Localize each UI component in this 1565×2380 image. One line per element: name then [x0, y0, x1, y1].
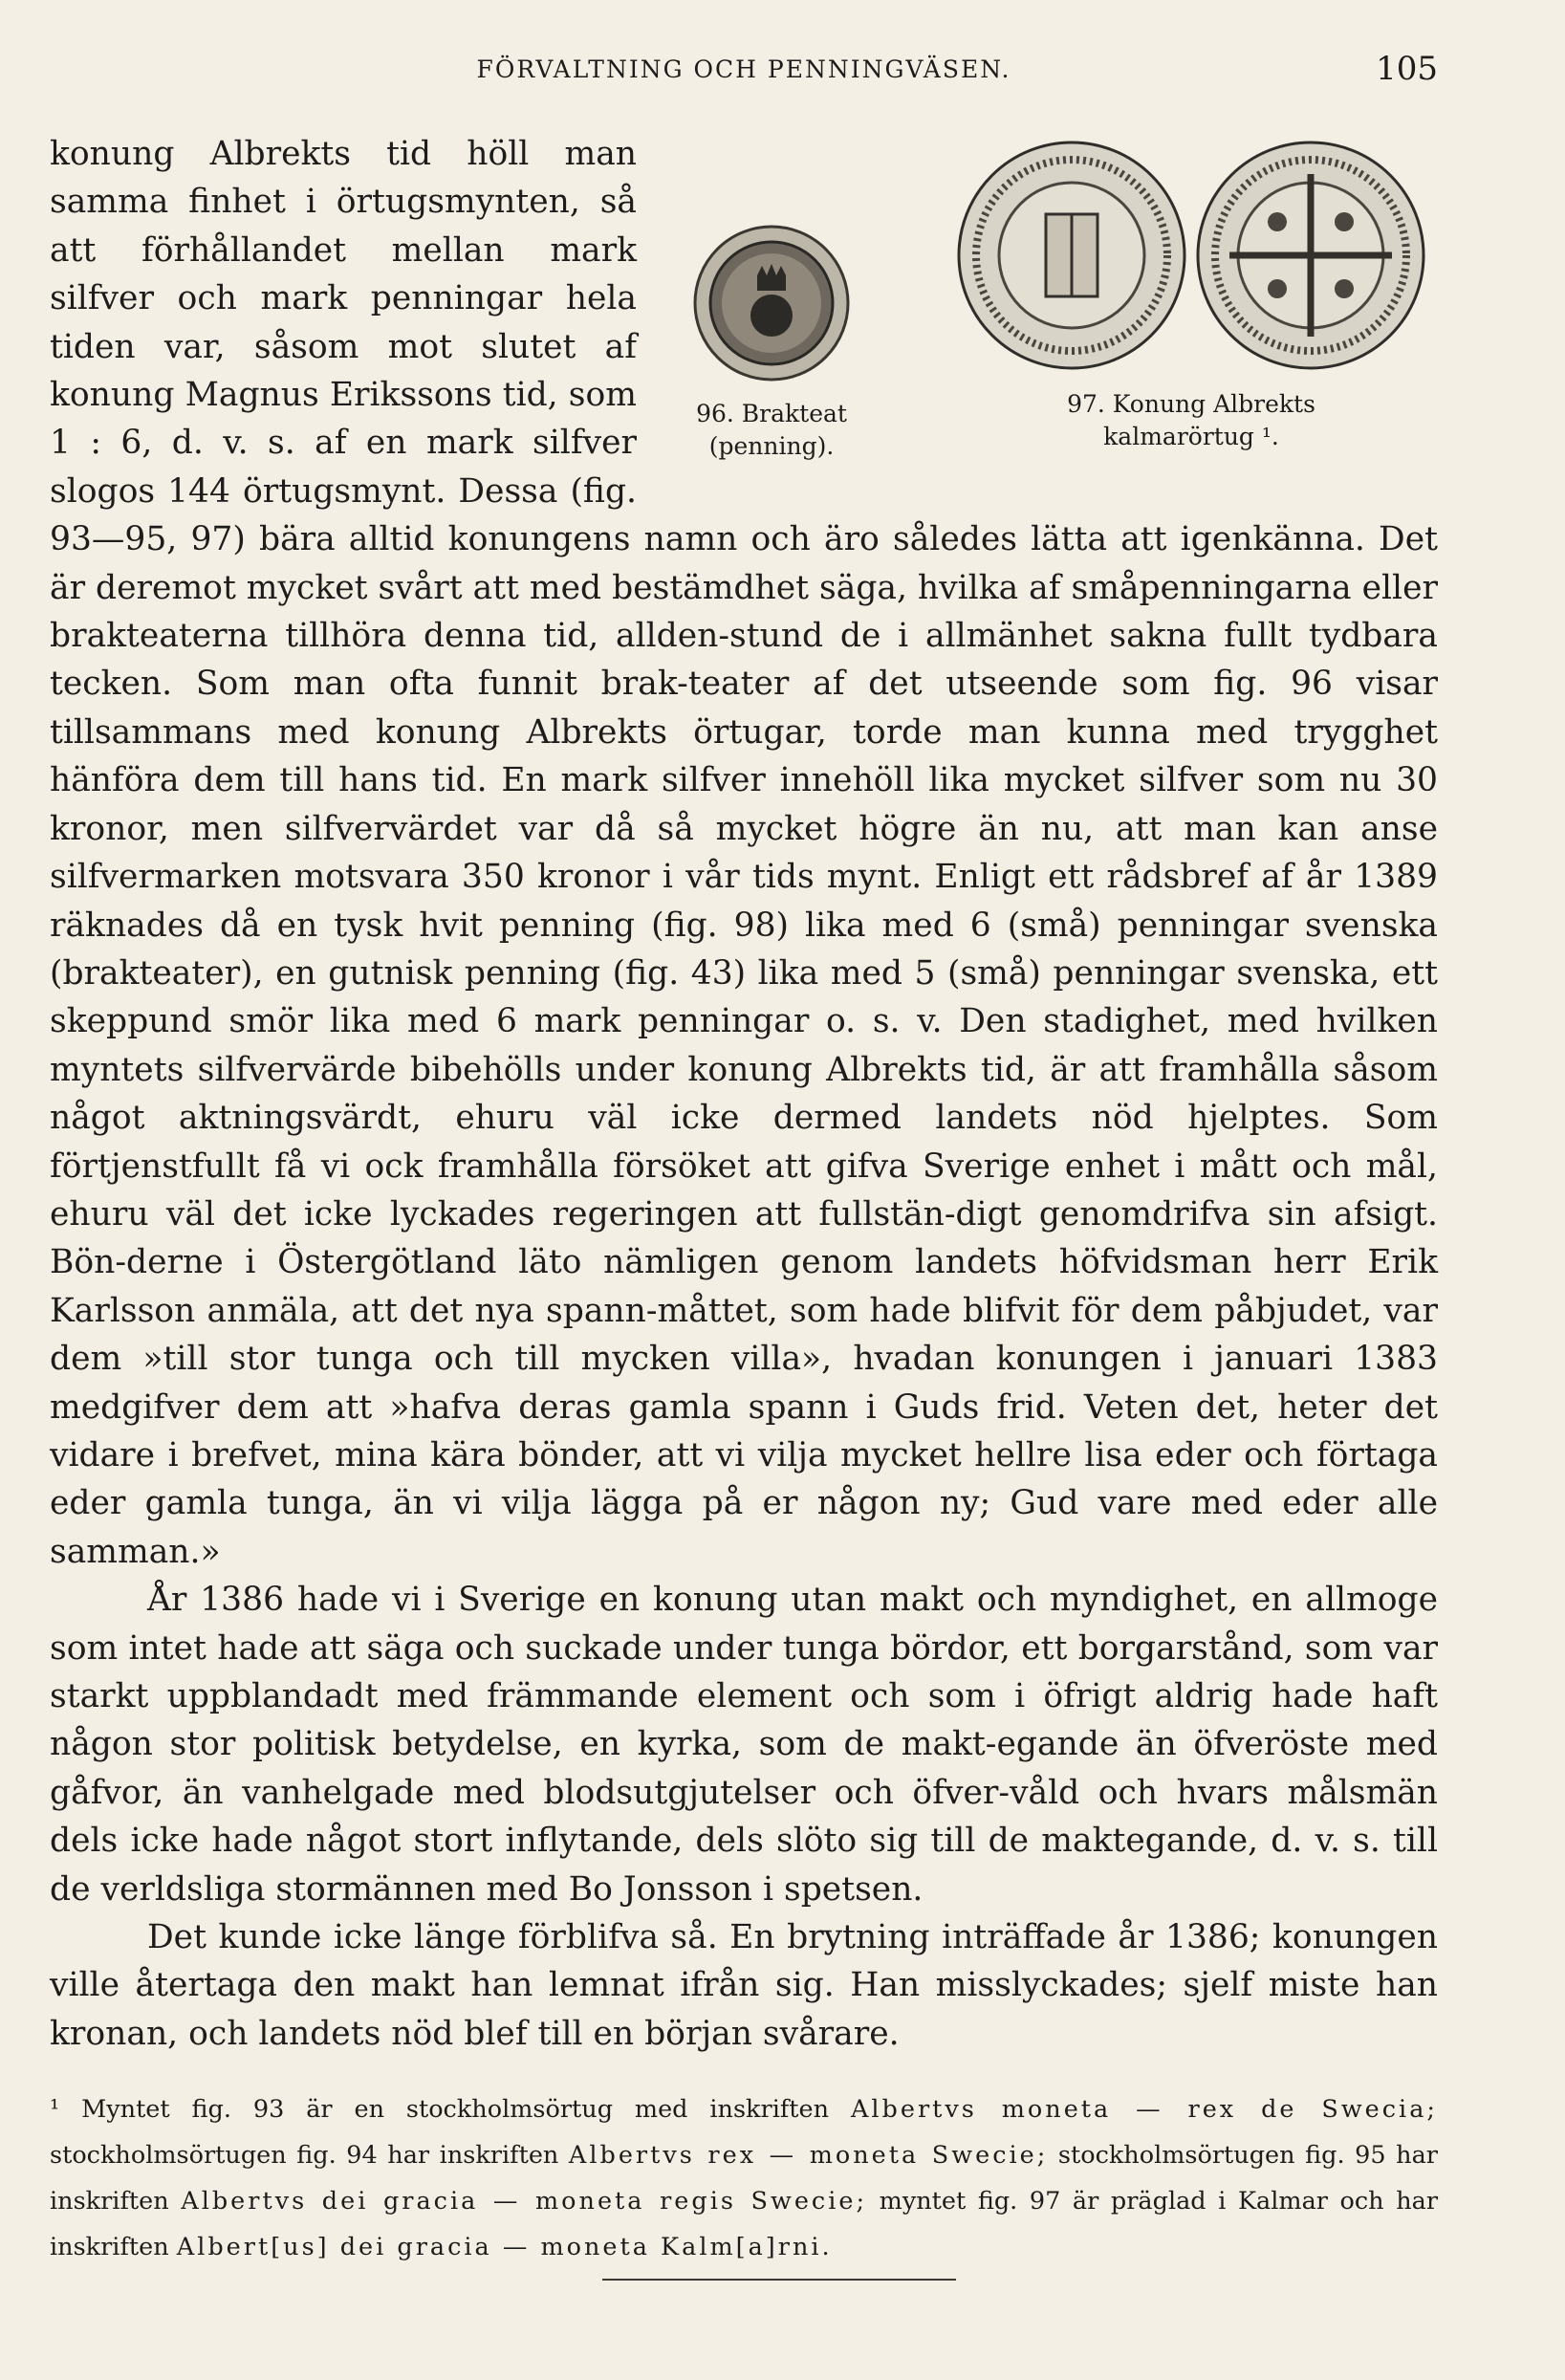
running-title: FÖRVALTNING OCH PENNINGVÄSEN.	[476, 55, 1011, 83]
figure-group	[665, 136, 1438, 472]
kalmar-ortug-coin-images	[952, 136, 1430, 375]
footnote-inscription-4: Albert[us] dei gracia — moneta Kalm[a]rni.	[176, 2233, 833, 2262]
page-number: 105	[1376, 50, 1438, 88]
footnote	[50, 2086, 1438, 2270]
fig97-caption-line1: 97. Konung Albrekts	[1067, 390, 1315, 418]
paragraph-3: Det kunde icke länge förblifva så. En brytning inträffade år 1386; konungen ville återtaga den makt han lemnat ifrån sig. Han misslyckades; sjelf miste han kronan, och landets nöd blef till en början svårare.	[50, 1918, 1438, 2053]
footnote-inscription-3: Albertvs dei gracia — moneta regis Swecie;	[181, 2187, 868, 2216]
footnote-text-4: myntet fig. 97 är präglad i Kalmar och har inskriften	[50, 2187, 1439, 2262]
fig97-caption-line2: kalmarörtug ¹.	[1103, 423, 1279, 450]
coin-reverse	[1198, 142, 1424, 368]
book-page	[50, 50, 1438, 2270]
fig96-caption-line1: 96. Brakteat	[696, 400, 847, 427]
figure-97	[952, 136, 1430, 453]
paragraph-2: År 1386 hade vi i Sverige en konung utan makt och myndighet, en allmoge som intet hade att säga och suckade under tunga bördor, ett borgarstånd, som var starkt uppblandadt med främmande element och som i öfrigt aldrig hade haft någon stor politisk betydelse, en kyrka, som de makt-egande än öfveröste med gåfvor, än vanhelgade med blodsutgjutelser och öfver-våld och hvars målsmän dels icke hade något stort inflytande, dels slöto sig till de maktegande, d. v. s. till de verldsliga stormännen med Bo Jonsson i spetsen.	[50, 1581, 1438, 1909]
footnote-text-1: Myntet fig. 93 är en stockholmsörtug med inskriften	[81, 2095, 830, 2125]
bracteate-coin-image	[690, 222, 853, 384]
paragraph-1: konung Albrekts tid höll man samma finhet i örtugsmynten, så att förhållandet mellan mark silfver och mark penningar hela tiden var, såsom mot slutet af konung Magnus Erikssons tid, som 1 : 6, d. v. s. af en mark silfver slogos 144 örtugsmynt. Dessa (fig. 93—95, 97) bära alltid konungens namn och äro således lätta att igenkänna. Det är deremot mycket svårt att med bestämdhet säga, hvilka af småpenningarna eller brakteaterna tillhöra denna tid, allden-stund de i allmänhet sakna fullt tydbara tecken. Som man ofta funnit brak-teater af det utseende som fig. 96 visar tillsammans med konung Albrekts örtugar, torde man kunna med trygghet hänföra dem till hans tid. En mark silfver innehöll lika mycket silfver som nu 30 kronor, men silfvervärdet var då så mycket högre än nu, att man kan anse silfvermarken motsvara 350 kronor i vår tids mynt. Enligt ett rådsbref af år 1389 räknades då en tysk hvit penning (fig. 98) lika med 6 (små) penningar svenska (brakteater), en gutnisk penning (fig. 43) lika med 5 (små) penningar svenska, ett skeppund smör lika med 6 mark penningar o. s. v. Den stadighet, med hvilken myntets silfvervärde bibehölls under konung Albrekts tid, är att framhålla såsom något aktningsvärdt, ehuru väl icke dermed landets nöd hjelptes. Som förtjenstfullt få vi ock framhålla försöket att gifva Sverige enhet i mått och mål, ehuru väl det icke lyckades regeringen att fullstän-digt genomdrifva sin afsigt. Bön-derne i Östergötland läto nämligen genom landets höfvidsman herr Erik Karlsson anmäla, att det nya spann-måttet, som hade blifvit för dem påbjudet, var dem »till stor tunga och till mycken villa», hvadan konungen i januari 1383 medgifver dem att »hafva deras gamla spann i Guds frid. Veten det, heter det vidare i brefvet, mina kära bönder, att vi vilja mycket hellre lisa eder och förtaga eder gamla tunga, än vi vilja lägga på er någon ny; Gud vare med eder alle samman.»	[50, 135, 1438, 1571]
footnote-text-3: stockholmsörtugen fig. 95 har inskriften	[50, 2141, 1438, 2216]
bottom-rule	[602, 2279, 956, 2281]
figure-96	[681, 222, 862, 463]
coin-obverse	[959, 142, 1185, 368]
footnote-marker: ¹	[50, 2095, 60, 2125]
page-header	[50, 50, 1438, 92]
footnote-inscription-1: Albertvs moneta — rex de Swecia;	[850, 2095, 1438, 2125]
footnote-inscription-2: Albertvs rex — moneta Swecie;	[568, 2141, 1049, 2171]
footnote-text-2: stockholmsörtugen fig. 94 har inskriften	[50, 2141, 559, 2171]
fig96-caption-line2: (penning).	[708, 432, 835, 460]
